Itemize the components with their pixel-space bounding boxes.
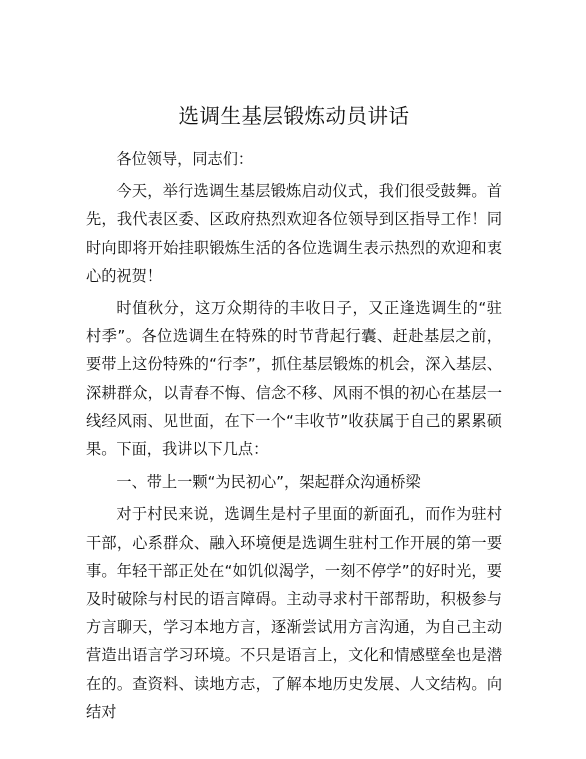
section-heading: 一、带上一颗“为民初心”，架起群众沟通桥梁 [116, 473, 421, 492]
paragraph-context: 时值秋分，这万众期待的丰收日子，又正逢选调生的“驻村季”。各位选调生在特殊的时节背起行囊、赶赴基层之前，要带上这份特殊的“行李”，抓住基层锻炼的机会，深入基层、深耕群众，以青春不悔、信念不移、风雨不惧的初心在基层一线经风雨、见世面，在下一个“丰收节”收获属于自己的累累硕果。下面，我讲以下几点： [86, 299, 502, 459]
document-title: 选调生基层锻炼动员讲话 [178, 104, 410, 128]
section-paragraph: 对于村民来说，选调生是村子里面的新面孔，而作为驻村干部，心系群众、融入环境便是选调生驻村工作开展的第一要事。年轻干部正处在“如饥似渴学，一刻不停学”的好时光，要及时破除与村民的语言障碍。主动寻求村干部帮助，积极参与方言聊天，学习本地方言，逐渐尝试用方言沟通，为自己主动营造出语言学习环境。不只是语言上，文化和情感壁垒也是潜在的。查资料、读地方志，了解本地历史发展、人文结构。向结对 [86, 505, 502, 721]
paragraph-opening: 今天，举行选调生基层锻炼启动仪式，我们很受鼓舞。首先，我代表区委、区政府热烈欢迎各位领导到区指导工作！同时向即将开始挂职锻炼生活的各位选调生表示热烈的欢迎和衷心的祝贺！ [86, 182, 502, 285]
salutation: 各位领导，同志们： [116, 150, 254, 168]
